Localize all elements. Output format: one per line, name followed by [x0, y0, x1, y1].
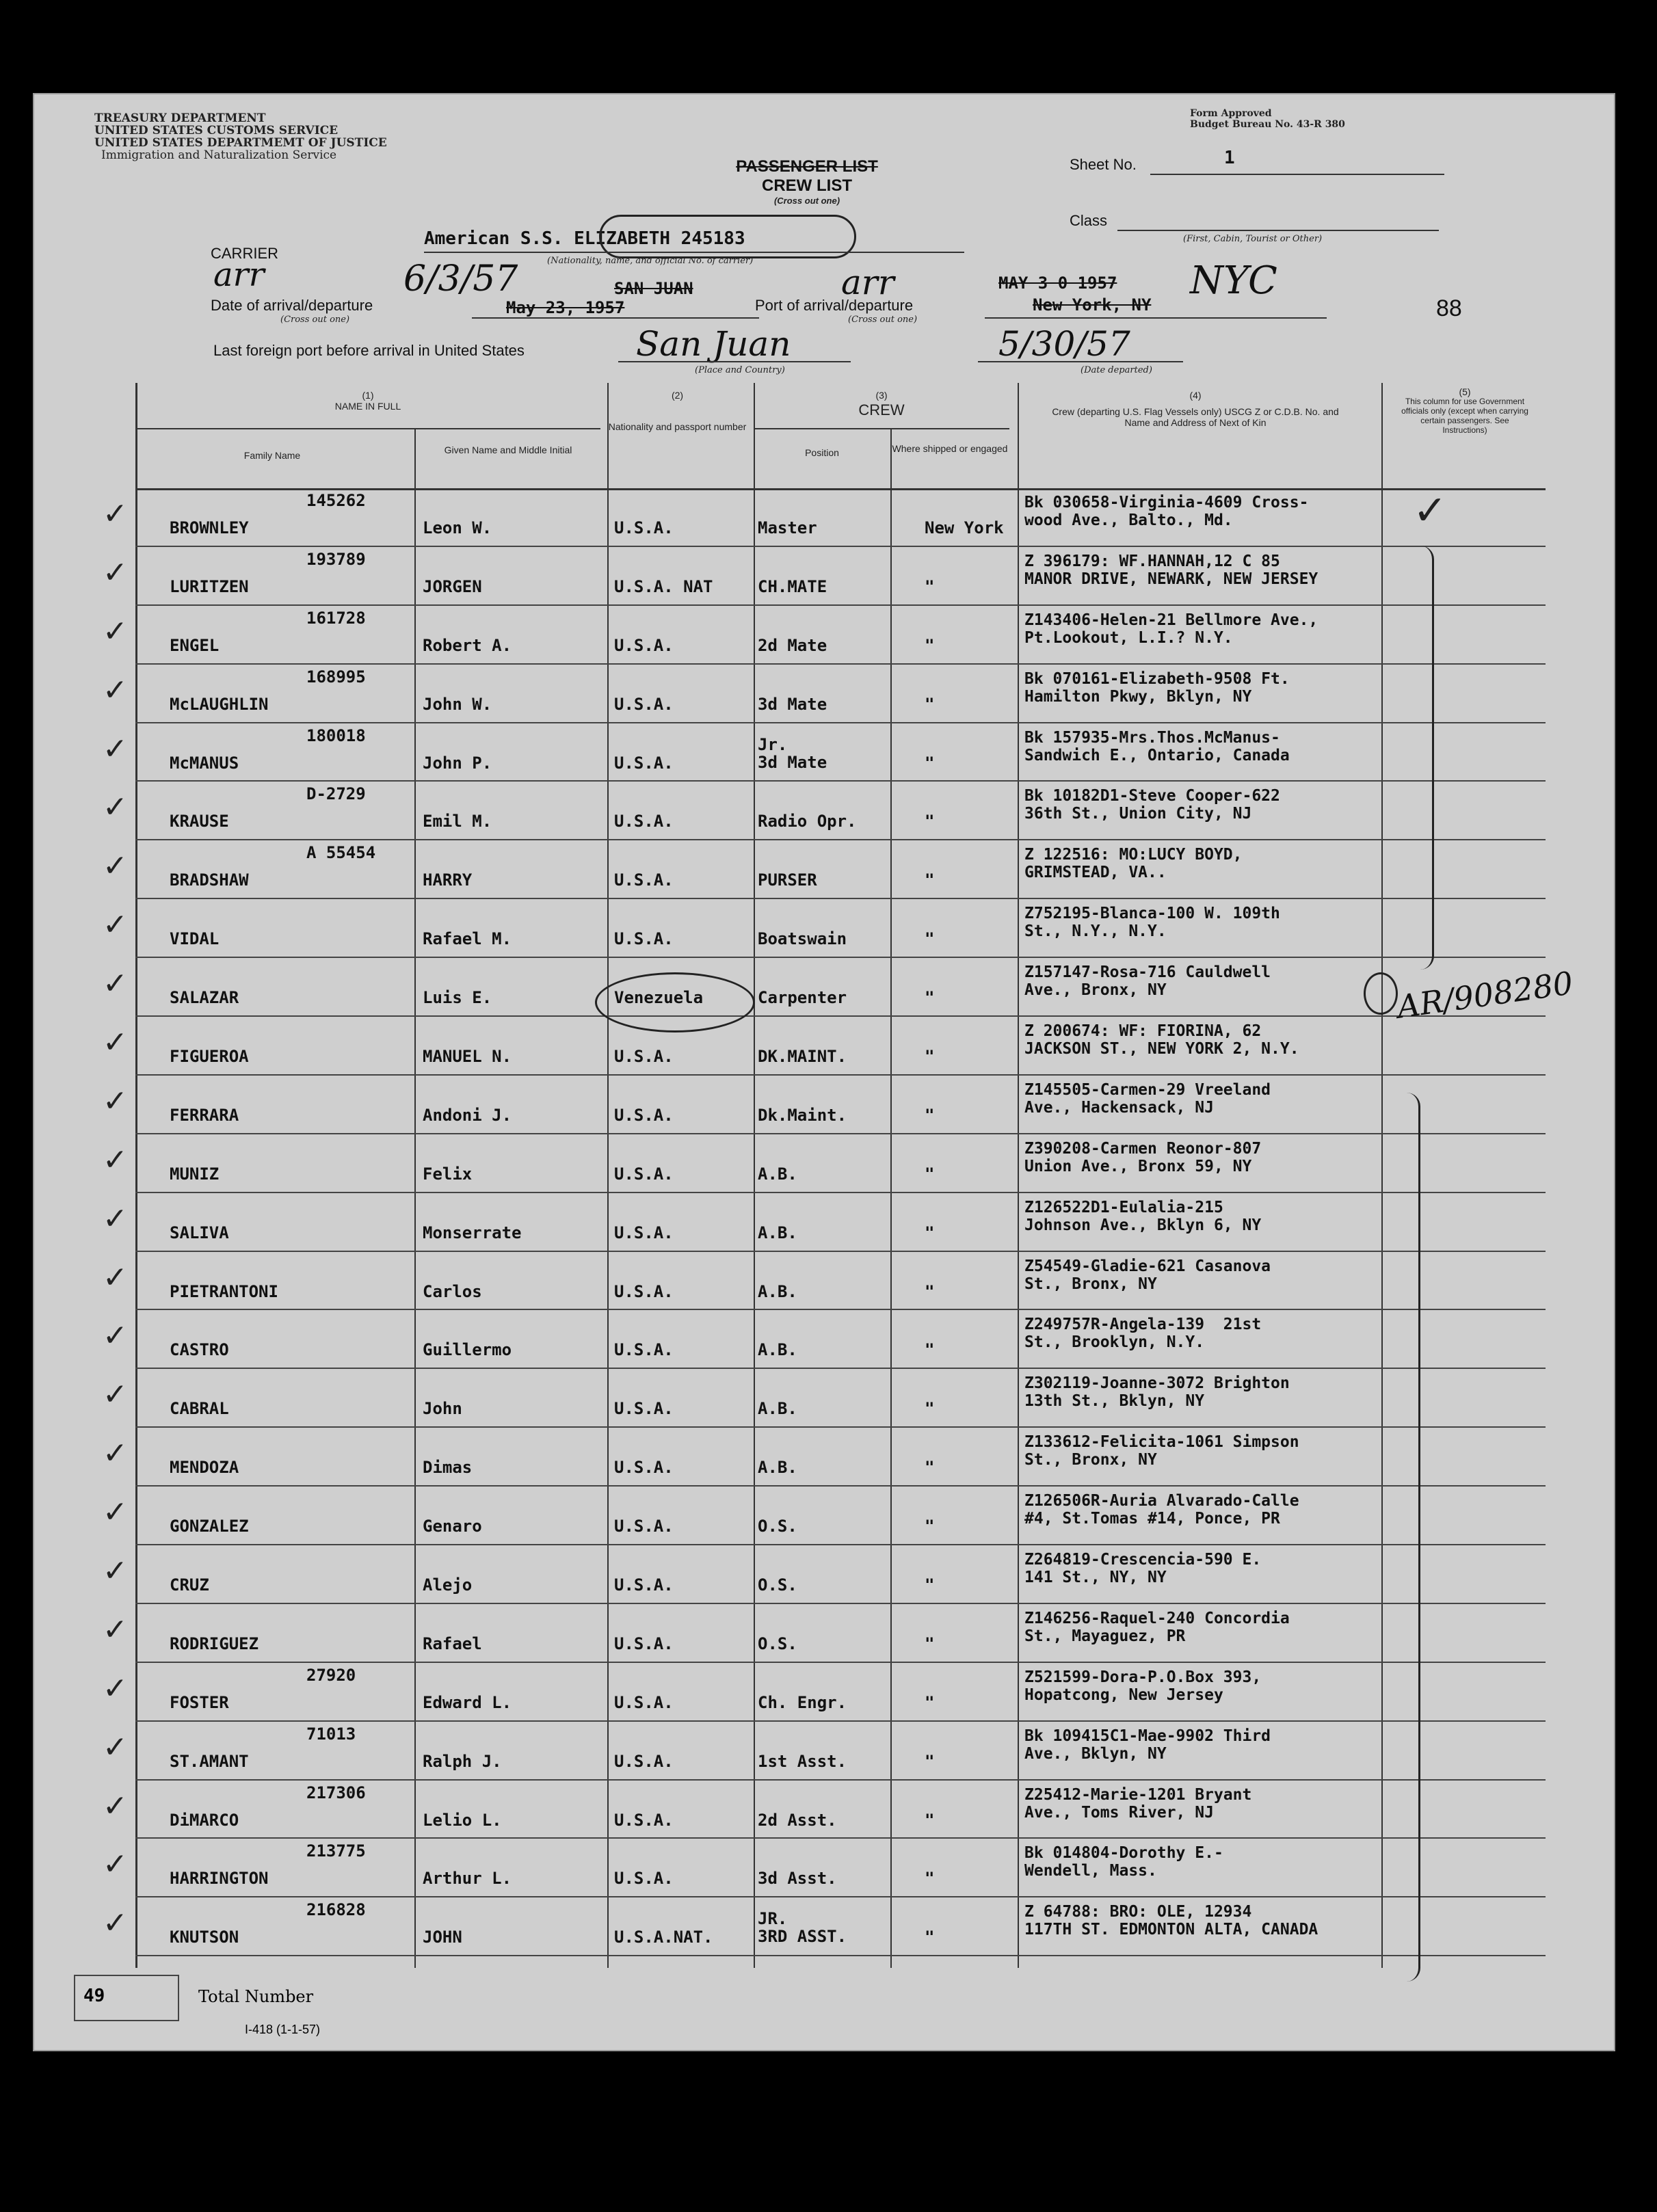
agency-line: UNITED STATES CUSTOMS SERVICE: [94, 124, 339, 137]
col1-number: (1): [362, 390, 374, 401]
check-mark-icon: ✓: [103, 1260, 128, 1295]
given-name: Carlos: [423, 1281, 482, 1301]
where-shipped: ": [925, 812, 935, 831]
form-approval: [1190, 108, 1345, 130]
check-mark-icon: ✓: [103, 849, 128, 884]
check-mark-icon: ✓: [103, 1083, 128, 1119]
next-of-kin-address: Z390208-Carmen Reonor-807 Union Ave., Bronx 59, NY: [1024, 1139, 1262, 1175]
given-name: Leon W.: [423, 518, 492, 537]
check-mark-icon: ✓: [103, 731, 128, 767]
check-mark-icon: ✓: [103, 790, 128, 825]
where-shipped: ": [925, 576, 935, 596]
family-name: BRADSHAW: [170, 870, 249, 890]
carrier-note: (Nationality, name, and official No. of carrier): [547, 256, 754, 266]
family-name: ENGEL: [170, 635, 220, 655]
agency-block: [94, 112, 505, 161]
where-shipped: New York: [925, 518, 1004, 537]
crew-number: 71013: [306, 1724, 356, 1744]
next-of-kin-address: Z 200674: WF: FIORINA, 62 JACKSON ST., NEW YORK 2, N.Y.: [1024, 1022, 1299, 1058]
next-of-kin-address: Z157147-Rosa-716 Cauldwell Ave., Bronx, NY: [1024, 963, 1271, 1000]
family-name: MUNIZ: [170, 1164, 220, 1184]
check-mark-icon: ✓: [103, 1906, 128, 1941]
position: 2d Asst.: [758, 1810, 837, 1830]
position: O.S.: [758, 1634, 797, 1653]
nationality: Venezuela: [614, 988, 704, 1008]
next-of-kin-address: Bk 030658-Virginia-4609 Cross- wood Ave., Balto., Md.: [1024, 494, 1309, 529]
check-mark-icon: ✓: [103, 1847, 128, 1882]
where-shipped: ": [925, 870, 935, 890]
dep-port-struck: SAN JUAN: [614, 279, 693, 298]
position: Dk.Maint.: [758, 1105, 847, 1125]
col5-header: [1384, 387, 1546, 435]
nationality: U.S.A.: [614, 1105, 674, 1125]
position: 2d Mate: [758, 635, 827, 655]
given-name: Robert A.: [423, 635, 512, 655]
col3b-where-shipped: Where shipped or engaged: [892, 443, 1008, 454]
check-mark-icon: ✓: [103, 1377, 128, 1413]
col2-title: Nationality and passport number: [608, 421, 747, 432]
nationality: U.S.A.: [614, 1517, 674, 1536]
col3-title: CREW: [858, 401, 905, 418]
check-mark-icon: ✓: [103, 966, 128, 1002]
given-name: Monserrate: [423, 1223, 522, 1242]
form-id: I-418 (1-1-57): [245, 2023, 321, 2036]
position: A.B.: [758, 1458, 797, 1478]
nationality: U.S.A.: [614, 1692, 674, 1712]
check-mark-icon: ✓: [103, 1436, 128, 1471]
table-row: [103, 1487, 1546, 1545]
port-label: Port of arrival/departure: [755, 297, 914, 314]
crew-number: 193789: [306, 549, 366, 569]
crew-number: A 55454: [306, 843, 376, 863]
given-name: John P.: [423, 753, 492, 773]
table-header: [135, 383, 1546, 490]
check-mark-icon: ✓: [103, 1201, 128, 1236]
family-name: McLAUGHLIN: [170, 694, 269, 714]
check-mark-icon: ✓: [103, 1025, 128, 1061]
last-port-handwritten: San Juan: [636, 324, 791, 364]
where-shipped: ": [925, 1340, 935, 1360]
where-shipped: ": [925, 929, 935, 949]
check-mark-icon: ✓: [103, 1670, 128, 1706]
position: Ch. Engr.: [758, 1692, 847, 1712]
where-shipped: ": [925, 1751, 935, 1771]
nationality: U.S.A.: [614, 753, 674, 773]
next-of-kin-address: Z143406-Helen-21 Bellmore Ave., Pt.Lookout, L.I.? N.Y.: [1024, 611, 1318, 647]
total-value: 49: [83, 1986, 105, 2006]
family-name: McMANUS: [170, 753, 239, 773]
position: A.B.: [758, 1399, 797, 1419]
position: A.B.: [758, 1340, 797, 1360]
carrier-value: American S.S. ELIZABETH 245183: [424, 228, 745, 249]
nationality: U.S.A.: [614, 1340, 674, 1360]
next-of-kin-address: Bk 157935-Mrs.Thos.McManus- Sandwich E., Ontario, Canada: [1024, 728, 1290, 764]
family-name: MENDOZA: [170, 1458, 239, 1478]
family-name: RODRIGUEZ: [170, 1634, 259, 1653]
crew-number: D-2729: [306, 784, 366, 804]
next-of-kin-address: Z 64788: BRO: OLE, 12934 117TH ST. EDMONTON ALTA, CANADA: [1024, 1903, 1318, 1939]
where-shipped: ": [925, 694, 935, 714]
agency-line: Immigration and Naturalization Service: [101, 148, 337, 162]
next-of-kin-address: Z25412-Marie-1201 Bryant Ave., Toms River, NJ: [1024, 1785, 1252, 1822]
family-name: DiMARCO: [170, 1810, 239, 1830]
table-row: [103, 1310, 1546, 1369]
annotation-circle: [1364, 972, 1398, 1015]
port-arr-handwritten: arr: [841, 263, 894, 302]
check-mark-icon: ✓: [103, 1142, 128, 1177]
check-mark-icon: ✓: [103, 1788, 128, 1824]
family-name: GONZALEZ: [170, 1517, 249, 1536]
port-handwritten: NYC: [1190, 258, 1277, 303]
nationality: U.S.A.: [614, 1751, 674, 1771]
where-shipped: ": [925, 753, 935, 773]
family-name: CASTRO: [170, 1340, 229, 1360]
given-name: MANUEL N.: [423, 1047, 512, 1067]
date-note: (Cross out one): [280, 315, 350, 325]
where-shipped: ": [925, 1223, 935, 1242]
col1-title: NAME IN FULL: [334, 401, 401, 412]
where-shipped: ": [925, 1281, 935, 1301]
crew-number: 180018: [306, 725, 366, 745]
arr-handwritten: arr: [213, 256, 265, 294]
salazar-nationality-circle: [595, 972, 755, 1032]
next-of-kin-address: Z145505-Carmen-29 Vreeland Ave., Hackensack, NJ: [1024, 1080, 1271, 1117]
next-of-kin-address: Z54549-Gladie-621 Casanova St., Bronx, NY: [1024, 1257, 1271, 1293]
col5-handwritten-bracket: [1405, 1093, 1420, 1982]
table-row: [103, 1134, 1546, 1193]
next-of-kin-address: Z126506R-Auria Alvarado-Calle #4, St.Tomas #14, Ponce, PR: [1024, 1492, 1299, 1528]
arr-date-handwritten: 6/3/57: [403, 258, 518, 299]
family-name: BROWNLEY: [170, 518, 249, 537]
total-label: Total Number: [198, 1987, 314, 2006]
table-row: [103, 1369, 1546, 1428]
nationality: U.S.A.: [614, 1458, 674, 1478]
check-mark-icon: ✓: [103, 1318, 128, 1354]
table-row: [103, 1604, 1546, 1663]
col2-header: [607, 390, 747, 432]
given-name: JOHN: [423, 1928, 462, 1947]
page-number: 88: [1436, 295, 1462, 321]
port-struck-name: New York, NY: [1033, 295, 1152, 315]
crew-number: 27920: [306, 1665, 356, 1685]
next-of-kin-address: Z302119-Joanne-3072 Brighton 13th St., Bklyn, NY: [1024, 1374, 1290, 1411]
position: Radio Opr.: [758, 812, 857, 831]
next-of-kin-address: Bk 10182D1-Steve Cooper-622 36th St., Union City, NJ: [1024, 787, 1280, 823]
position: 3d Asst.: [758, 1869, 837, 1889]
family-name: SALAZAR: [170, 988, 239, 1008]
family-name: FERRARA: [170, 1105, 239, 1125]
title-crew-list: CREW LIST: [762, 176, 852, 195]
nationality: U.S.A.: [614, 1575, 674, 1595]
given-name: Lelio L.: [423, 1810, 502, 1830]
manifest-sheet: [33, 93, 1615, 2051]
nationality: U.S.A.: [614, 870, 674, 890]
where-shipped: ": [925, 1928, 935, 1947]
table-row: [103, 840, 1546, 899]
check-mark-icon: ✓: [103, 1612, 128, 1647]
where-shipped: ": [925, 1458, 935, 1478]
where-shipped: ": [925, 1517, 935, 1536]
table-body: [103, 488, 1546, 1956]
agency-line: UNITED STATES DEPARTMEMT OF JUSTICE: [94, 136, 387, 150]
check-mark-icon: ✓: [103, 613, 128, 649]
given-name: Rafael: [423, 1634, 482, 1653]
sheet-number: 1: [1224, 148, 1235, 168]
form-title: [684, 157, 930, 206]
next-of-kin-address: Bk 070161-Elizabeth-9508 Ft. Hamilton Pkwy, Bklyn, NY: [1024, 669, 1290, 706]
last-port-note: (Place and Country): [695, 365, 785, 375]
position: A.B.: [758, 1164, 797, 1184]
table-row: [103, 1781, 1546, 1839]
given-name: Guillermo: [423, 1340, 512, 1360]
table-row: [103, 1193, 1546, 1252]
where-shipped: ": [925, 1047, 935, 1067]
col2-number: (2): [671, 390, 684, 401]
nationality: U.S.A.: [614, 1634, 674, 1653]
nationality: U.S.A.: [614, 1399, 674, 1419]
table-row: [103, 958, 1546, 1017]
table-row: [103, 547, 1546, 606]
nationality: U.S.A. NAT: [614, 576, 713, 596]
position: A.B.: [758, 1281, 797, 1301]
col4-number: (4): [1189, 390, 1202, 401]
col5-check-mark: ✓: [1413, 487, 1448, 535]
family-name: FIGUEROA: [170, 1047, 249, 1067]
crew-number: 217306: [306, 1783, 366, 1802]
nationality: U.S.A.: [614, 694, 674, 714]
nationality: U.S.A.: [614, 1164, 674, 1184]
carrier-label: CARRIER: [211, 245, 279, 262]
table-row: [103, 1897, 1546, 1956]
check-mark-icon: ✓: [103, 1729, 128, 1765]
nationality: U.S.A.: [614, 518, 674, 537]
family-name: LURITZEN: [170, 576, 249, 596]
table-row: [103, 782, 1546, 840]
given-name: Edward L.: [423, 1692, 512, 1712]
next-of-kin-address: Z249757R-Angela-139 21st St., Brooklyn, N.Y.: [1024, 1316, 1262, 1352]
col3a-position: Position: [805, 447, 839, 458]
table-row: [103, 1545, 1546, 1604]
where-shipped: ": [925, 1575, 935, 1595]
position: 3d Mate: [758, 694, 827, 714]
table-row: [103, 723, 1546, 782]
family-name: KNUTSON: [170, 1928, 239, 1947]
nationality: U.S.A.NAT.: [614, 1928, 713, 1947]
where-shipped: ": [925, 1869, 935, 1889]
title-note: (Cross out one): [773, 196, 840, 206]
family-name: FOSTER: [170, 1692, 229, 1712]
nationality: U.S.A.: [614, 929, 674, 949]
col1a-family-name: Family Name: [243, 450, 301, 461]
table-row: [103, 1252, 1546, 1311]
crew-number: 145262: [306, 491, 366, 510]
table-row: [103, 1428, 1546, 1487]
family-name: ST.AMANT: [170, 1751, 249, 1771]
where-shipped: ": [925, 1105, 935, 1125]
total-box: [74, 1975, 179, 2021]
table-row: [103, 1663, 1546, 1722]
nationality: U.S.A.: [614, 1047, 674, 1067]
agency-line: TREASURY DEPARTMENT: [94, 111, 266, 125]
given-name: Felix: [423, 1164, 473, 1184]
col5-title: This column for use Government officials only (except when carrying certain passengers. See Instructions): [1401, 397, 1528, 435]
table-row: [103, 1076, 1546, 1134]
next-of-kin-address: Z521599-Dora-P.O.Box 393, Hopatcong, New Jersey: [1024, 1668, 1262, 1704]
last-port-date-handwritten: 5/30/57: [998, 324, 1130, 364]
check-mark-icon: ✓: [103, 1554, 128, 1589]
given-name: Genaro: [423, 1517, 482, 1536]
position: CH.MATE: [758, 576, 827, 596]
nationality: U.S.A.: [614, 812, 674, 831]
port-note: (Cross out one): [848, 315, 918, 325]
next-of-kin-address: Z133612-Felicita-1061 Simpson St., Bronx, NY: [1024, 1433, 1299, 1469]
given-name: JORGEN: [423, 576, 482, 596]
table-row: [103, 1017, 1546, 1076]
crew-number: 213775: [306, 1841, 366, 1861]
given-name: Dimas: [423, 1458, 473, 1478]
next-of-kin-address: Z 122516: MO:LUCY BOYD, GRIMSTEAD, VA..: [1024, 846, 1243, 882]
position: Master: [758, 518, 817, 537]
col4-header: [1018, 390, 1373, 428]
table-row: [103, 488, 1546, 547]
port-struck-date: MAY 3 0 1957: [998, 274, 1117, 293]
check-mark-icon: ✓: [103, 672, 128, 708]
position: O.S.: [758, 1575, 797, 1595]
nationality: U.S.A.: [614, 1869, 674, 1889]
date-label: Date of arrival/departure: [211, 297, 373, 314]
col5-handwritten-bracket: [1418, 546, 1434, 970]
col4-title: Crew (departing U.S. Flag Vessels only) USCG Z or C.D.B. No. and Name and Address of Next of Kin: [1052, 406, 1339, 428]
crew-number: 216828: [306, 1900, 366, 1920]
check-mark-icon: ✓: [103, 907, 128, 943]
given-name: John: [423, 1399, 462, 1419]
date-departed-note: (Date departed): [1081, 365, 1152, 375]
table-row: [103, 606, 1546, 665]
position: Carpenter: [758, 988, 847, 1008]
position: 1st Asst.: [758, 1751, 847, 1771]
next-of-kin-address: Z126522D1-Eulalia-215 Johnson Ave., Bklyn 6, NY: [1024, 1198, 1262, 1234]
form-approved-text: Form Approved: [1190, 108, 1272, 119]
class-label: Class: [1070, 212, 1108, 229]
title-passenger-list: PASSENGER LIST: [736, 157, 878, 176]
given-name: Luis E.: [423, 988, 492, 1008]
position: PURSER: [758, 870, 817, 890]
next-of-kin-address: Z752195-Blanca-100 W. 109th St., N.Y., N.Y.: [1024, 905, 1280, 941]
given-name: John W.: [423, 694, 492, 714]
next-of-kin-address: Z146256-Raquel-240 Concordia St., Mayaguez, PR: [1024, 1609, 1290, 1645]
nationality: U.S.A.: [614, 1281, 674, 1301]
crew-number: 161728: [306, 608, 366, 628]
annotation-handwritten: AR/908280: [1394, 964, 1576, 1026]
check-mark-icon: ✓: [103, 1495, 128, 1530]
family-name: KRAUSE: [170, 812, 229, 831]
where-shipped: ": [925, 1692, 935, 1712]
class-note: (First, Cabin, Tourist or Other): [1183, 234, 1323, 244]
position: O.S.: [758, 1517, 797, 1536]
next-of-kin-address: Bk 109415C1-Mae-9902 Third Ave., Bklyn, NY: [1024, 1727, 1271, 1763]
where-shipped: ": [925, 1399, 935, 1419]
where-shipped: ": [925, 988, 935, 1008]
dep-date-struck: May 23, 1957: [506, 298, 625, 317]
table-row: [103, 665, 1546, 723]
next-of-kin-address: Z264819-Crescencia-590 E. 141 St., NY, NY: [1024, 1551, 1262, 1587]
last-port-label: Last foreign port before arrival in United States: [213, 342, 525, 359]
given-name: HARRY: [423, 870, 473, 890]
position: JR. 3RD ASST.: [758, 1909, 847, 1947]
family-name: SALIVA: [170, 1223, 229, 1242]
where-shipped: ": [925, 1164, 935, 1184]
budget-bureau-text: Budget Bureau No. 43-R 380: [1190, 119, 1345, 130]
where-shipped: ": [925, 1634, 935, 1653]
check-mark-icon: ✓: [103, 555, 128, 590]
given-name: Alejo: [423, 1575, 473, 1595]
table-row: [103, 1722, 1546, 1781]
where-shipped: ": [925, 1810, 935, 1830]
nationality: U.S.A.: [614, 1223, 674, 1242]
crew-number: 168995: [306, 667, 366, 687]
sheet-label: Sheet No.: [1070, 156, 1137, 173]
check-mark-icon: ✓: [103, 496, 128, 531]
position: DK.MAINT.: [758, 1047, 847, 1067]
position: A.B.: [758, 1223, 797, 1242]
given-name: Arthur L.: [423, 1869, 512, 1889]
position: Boatswain: [758, 929, 847, 949]
col3-number: (3): [875, 390, 888, 401]
given-name: Emil M.: [423, 812, 492, 831]
family-name: VIDAL: [170, 929, 220, 949]
given-name: Rafael M.: [423, 929, 512, 949]
col1-header: [135, 390, 600, 412]
family-name: CRUZ: [170, 1575, 209, 1595]
where-shipped: ": [925, 635, 935, 655]
col1b-given-name: Given Name and Middle Initial: [444, 444, 572, 455]
position: Jr. 3d Mate: [758, 734, 827, 772]
next-of-kin-address: Bk 014804-Dorothy E.- Wendell, Mass.: [1024, 1844, 1223, 1880]
family-name: HARRINGTON: [170, 1869, 269, 1889]
table-row: [103, 899, 1546, 958]
next-of-kin-address: Z 396179: WF.HANNAH,12 C 85 MANOR DRIVE, NEWARK, NEW JERSEY: [1024, 552, 1318, 588]
nationality: U.S.A.: [614, 1810, 674, 1830]
nationality: U.S.A.: [614, 635, 674, 655]
col5-number: (5): [1459, 386, 1471, 397]
family-name: CABRAL: [170, 1399, 229, 1419]
family-name: PIETRANTONI: [170, 1281, 278, 1301]
col3-header: [754, 390, 1009, 416]
given-name: Ralph J.: [423, 1751, 502, 1771]
given-name: Andoni J.: [423, 1105, 512, 1125]
table-row: [103, 1839, 1546, 1897]
